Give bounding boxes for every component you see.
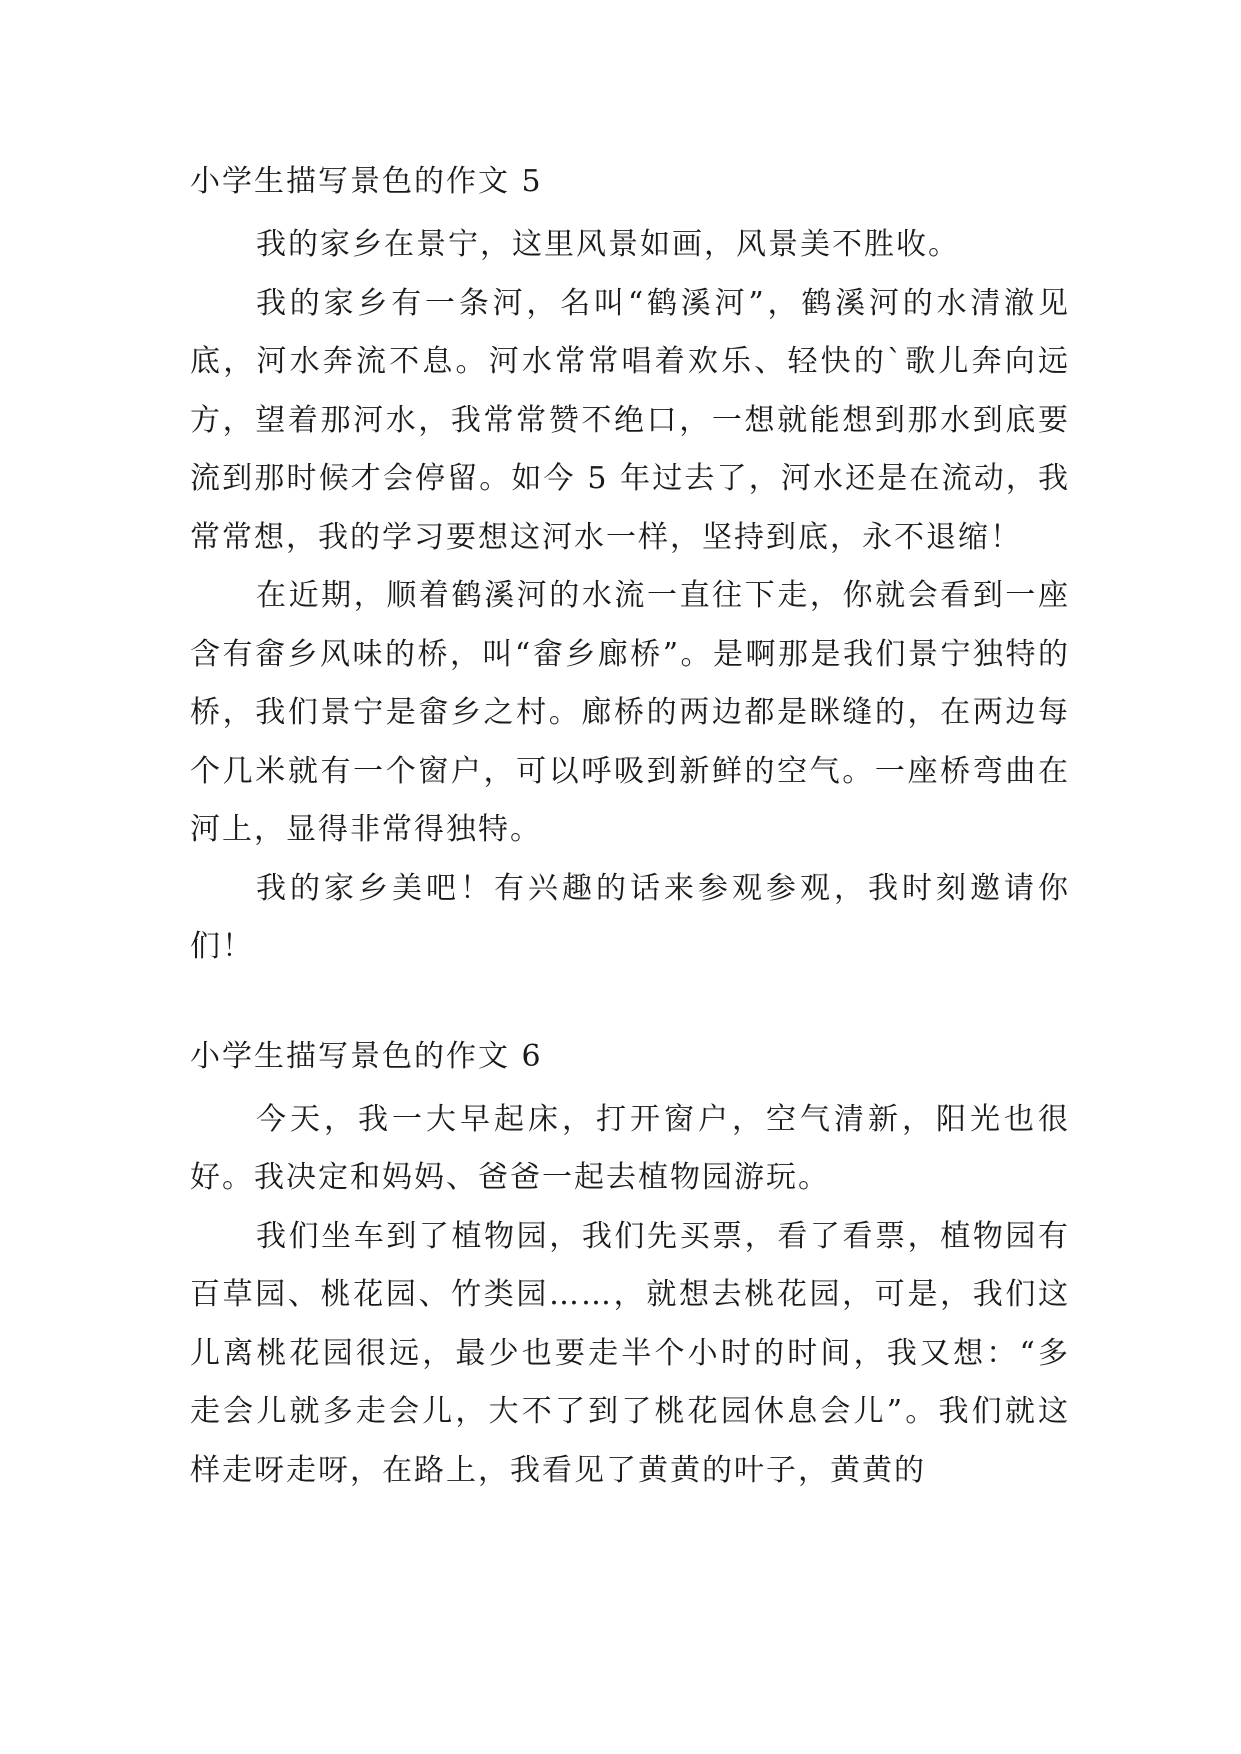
paragraph: 在近期，顺着鹤溪河的水流一直往下走，你就会看到一座含有畲乡风味的桥，叫“畲乡廊桥”。是啊那是我们景宁独特的桥，我们景宁是畲乡之村。廊桥的两边都是眯缝的，在两边每个几米就有一个窗户，可以呼吸到新鲜的空气。一座桥弯曲在河上，显得非常得独特。 [190, 578, 1070, 847]
paragraph: 我的家乡有一条河，名叫“鹤溪河”，鹤溪河的水清澈见底，河水奔流不息。河水常常唱着欢乐、轻快的`歌儿奔向远方，望着那河水，我常常赞不绝口，一想就能想到那水到底要流到那时候才会停留。如今 5 年过去了，河水还是在流动，我常常想，我的学习要想这河水一样，坚持到底，永不退缩！ [190, 285, 1070, 555]
essay-title: 小学生描写景色的作文 6 [190, 1038, 543, 1074]
essay-title: 小学生描写景色的作文 5 [190, 164, 543, 199]
essay-5 [190, 160, 1070, 977]
paragraph: 今天，我一大早起床，打开窗户，空气清新，阳光也很好。我决定和妈妈、爸爸一起去植物园游玩。 [190, 1101, 1070, 1195]
paragraph: 我的家乡美吧！有兴趣的话来参观参观，我时刻邀请你们！ [190, 870, 1070, 964]
paragraph: 我们坐车到了植物园，我们先买票，看了看票，植物园有百草园、桃花园、竹类园……，就想去桃花园，可是，我们这儿离桃花园很远，最少也要走半个小时的时间，我又想：“多走会儿就多走会儿，大不了到了桃花园休息会儿”。我们就这样走呀走呀，在路上，我看见了黄黄的叶子，黄黄的 [190, 1218, 1070, 1488]
essay-6 [190, 1035, 1070, 1501]
document-page [190, 160, 1070, 1500]
paragraph: 我的家乡在景宁，这里风景如画，风景美不胜收。 [256, 227, 960, 262]
